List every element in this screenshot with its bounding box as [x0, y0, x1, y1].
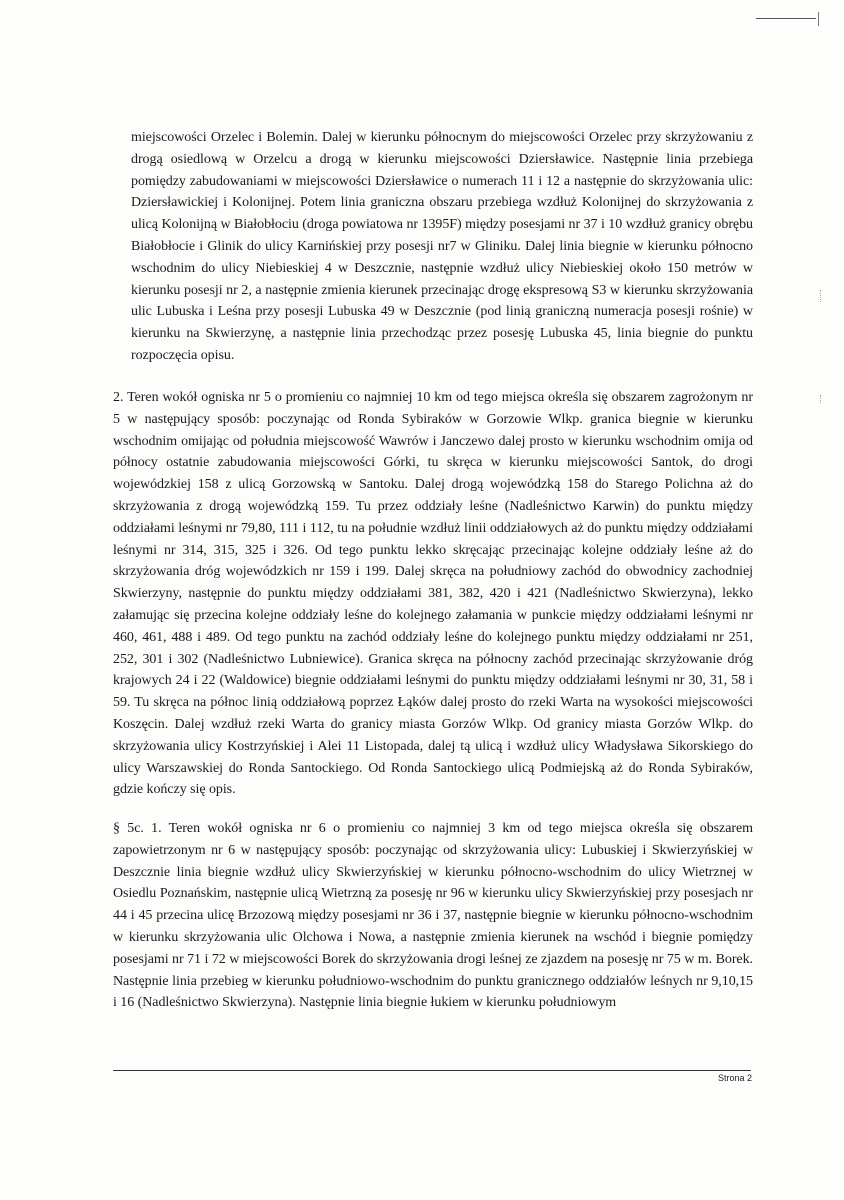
paragraph-text: miejscowości Orzelec i Bolemin. Dalej w kierunku północnym do miejscowości Orzelec przy skrzyżowaniu z drogą osiedlową w Orzelcu a drogą w kierunku miejscowości Dziersławice. Następnie linia przebiega pomiędzy zabudowaniami w miejscowości Dziersławice o numerach 11 i 12 a następnie do skrzyżowania ulic: Dziersławickiej i Kolonijnej. Potem linia graniczna obszaru przebiega wzdłuż Kolonijnej do skrzyżowania z ulicą Kolonijną w Białobłociu (droga powiatowa nr 1395F) między posesjami nr 37 i 10 wzdłuż granicy obrębu Białobłocie i Glinik do ulicy Karnińskiej przy posesji nr7 w Gliniku. Dalej linia biegnie w kierunku północno wschodnim do ulicy Niebieskiej 4 w Deszcznie, następnie wzdłuż ulicy Niebieskiej około 150 metrów w kierunku posesji nr 2, a następnie zmienia kierunek przecinając drogę ekspresową S3 w kierunku skrzyżowania ulic Lubuska i Leśna przy posesji Lubuska 49 w Deszcznie (pod linią graniczną numeracja posesji rośnie) w kierunku na Skwierzynę, a następnie linia przechodząc przez posesję Lubuska 45, linia biegnie do punktu rozpoczęcia opisu. — [131, 130, 753, 363]
paragraph-text: 2. Teren wokół ogniska nr 5 o promieniu co najmniej 10 km od tego miejsca określa się obszarem zagrożonym nr 5 w następujący sposób: poczynając od Ronda Sybiraków w Gorzowie Wlkp. granica biegnie w kierunku wschodnim omijając od południa miejscowość Wawrów i Janczewo dalej prosto w kierunku wschodnim omija od północy ostatnie zabudowania miejscowości Górki, tu skręca w kierunku miejscowości Santok, do drogi wojewódzkiej 158 z ulicą Gorzowską w Santoku. Dalej drogą wojewódzką 158 do Starego Polichna aż do skrzyżowania z drogą wojewódzką 159. Tu przez oddziały leśne (Nadleśnictwo Karwin) do punktu między oddziałami leśnymi nr 79,80, 111 i 112, tu na południe wzdłuż linii oddziałowych aż do punktu między oddziałami leśnymi nr 314, 315, 325 i 326. Od tego punktu lekko skręcając przecinając kolejne oddziały leśne aż do skrzyżowania dróg wojewódzkich nr 159 i 199. Dalej skręca na południowy zachód do obwodnicy zachodniej Skwierzyny, następnie do punktu między oddziałami 381, 382, 420 i 421 (Nadleśnictwo Skwierzyna), lekko załamując się przecina kolejne oddziały leśne do kolejnego załamania w punkcie między oddziałami leśnymi nr 460, 461, 488 i 489. Od tego punktu na zachód oddziały leśne do kolejnego punktu między oddziałami nr 251, 252, 301 i 302 (Nadleśnictwo Lubniewice). Granica skręca na północny zachód przecinając skrzyżowanie dróg krajowych 24 i 22 (Waldowice) biegnie oddziałami leśnymi do punktu między oddziałami leśnymi nr 30, 31, 58 i 59. Tu skręca na północ linią oddziałową poprzez Łąków dalej prosto do rzeki Warta na wysokości miejscowości Koszęcin. Dalej wzdłuż rzeki Warta do granicy miasta Gorzów Wlkp. Od granicy miasta Gorzów Wlkp. do skrzyżowania ulicy Kostrzyńskiej i Alei 11 Listopada, dalej tą ulicą i wzdłuż ulicy Władysława Sikorskiego do ulicy Warszawskiej do Ronda Santockiego. Od Ronda Santockiego ulicą Podmiejską aż do Ronda Sybiraków, gdzie kończy się opis. — [113, 390, 753, 798]
page-number: Strona 2 — [717, 1073, 752, 1083]
paragraph-continuation — [113, 127, 753, 367]
paragraph-text: § 5c. 1. Teren wokół ogniska nr 6 o promieniu co najmniej 3 km od tego miejsca określa się obszarem zapowietrzonym nr 6 w następujący sposób: poczynając od skrzyżowania ulicy: Lubuskiej i Skwierzyńskiej w Deszcznie linia biegnie wzdłuż ulicy Skwierzyńskiej w kierunku północno-wschodnim do ulicy Wietrznej w Osiedlu Poznańskim, następnie ulicą Wietrzną za posesję nr 96 w kierunku ulicy Skwierzyńskiej przy posesjach nr 44 i 45 przecina ulicę Brzozową między posesjami nr 36 i 37, następnie biegnie w kierunku północno-wschodnim w kierunku skrzyżowania ulic Olchowa i Nowa, a następnie zmienia kierunek na wschód i biegnie pomiędzy posesjami nr 71 i 72 w miejscowości Borek do skrzyżowania drogi leśnej ze zjazdem na posesję nr 75 w m. Borek. Następnie linia przebieg w kierunku południowo-wschodnim do punktu granicznego oddziałów leśnych nr 9,10,15 i 16 (Nadleśnictwo Skwierzyna). Następnie linia biegnie łukiem w kierunku południowym — [113, 821, 753, 1011]
paragraph-2 — [113, 387, 753, 801]
paragraph-5c — [113, 818, 753, 1014]
footer-divider — [113, 1070, 751, 1071]
scan-edge-tick — [818, 12, 819, 26]
scan-edge-line — [756, 18, 816, 19]
scan-artifact-mark — [820, 395, 821, 403]
scan-artifact-mark — [820, 290, 821, 302]
